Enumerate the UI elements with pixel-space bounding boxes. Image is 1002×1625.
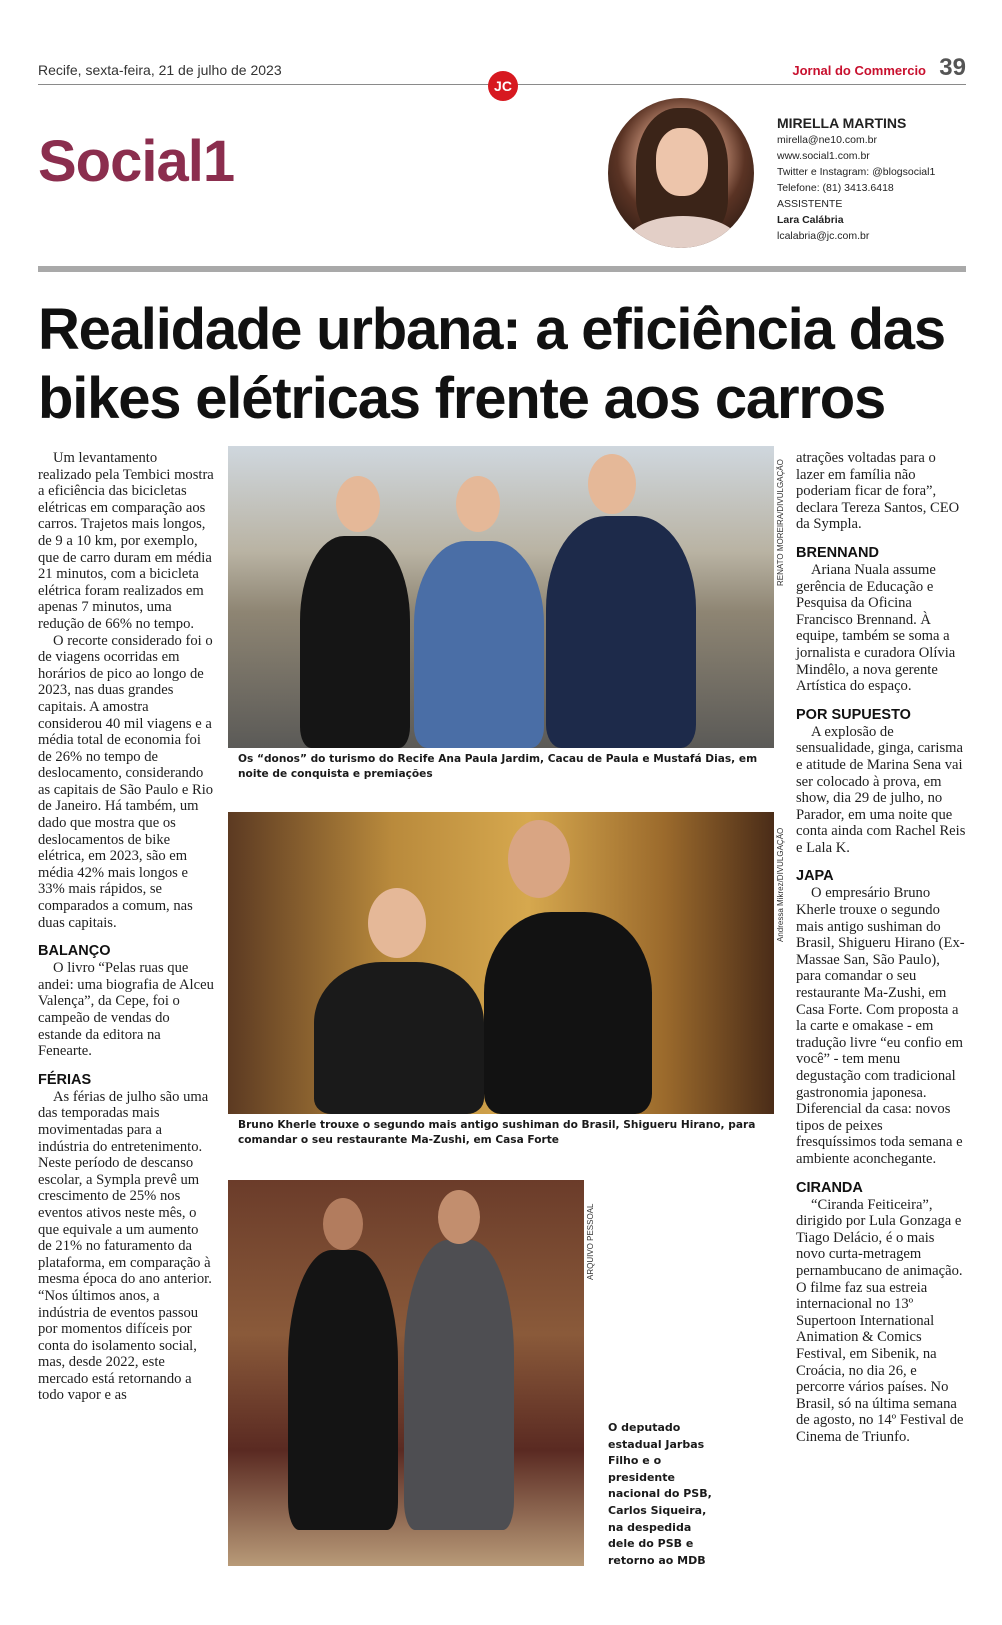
assistant-label: ASSISTENTE: [777, 198, 843, 210]
photo-credit: RENATO MOREIRA/DIVULGAÇÃO: [776, 459, 785, 586]
assistant-name: Lara Calábria: [777, 214, 844, 226]
left-column: [38, 450, 214, 1404]
columnist-phone: Telefone: (81) 3413.6418: [777, 182, 894, 194]
dateline: Recife, sexta-feira, 21 de julho de 2023: [38, 62, 282, 78]
note-text-ciranda: “Ciranda Feiticeira”, dirigido por Lula Gonzaga e Tiago Delácio, é o mais novo curta-metragem pernambucano de animação. O filme faz sua estreia internacional no 13º Supertoon International Animation & Comics Festival, em Sibenik, na Croácia, no dia 26, e percorre vários países. No Brasil, só na última semana de agosto, no 14º Festival de Cinema de Triunfo.: [796, 1196, 964, 1445]
masthead: Jornal do Commercio: [792, 63, 926, 78]
photo-politicians: [228, 1180, 584, 1566]
section-divider: [38, 266, 966, 272]
page-number: 39: [939, 54, 966, 81]
columnist-name: MIRELLA MARTINS: [777, 115, 907, 131]
note-title-ferias: FÉRIAS: [38, 1071, 92, 1088]
note-text-japa: O empresário Bruno Kherle trouxe o segundo mais antigo sushiman do Brasil, Shigueru Hirano (Ex-Massae San, São Paulo), para comandar o seu restaurante Ma-Zushi, em Casa Forte. Com proposta a la carte e omakase - em tradução livre “eu confio em você” - tem menu degustação com tradicional gastronomia japonesa. Diferencial da casa: novos tipos de peixes fresquíssimos toda semana e ambiente aconchegante.: [796, 885, 965, 1167]
article-paragraph: Um levantamento realizado pela Tembici mostra a eficiência das bicicletas elétricas em comparação aos carros. Trajetos mais longos, de 9 a 10 km, por exemplo, que de carro duram em média 21 minutos, com a bicicleta elétrica foram realizados em apenas 7 minutos, uma redução de 66% no tempo.: [38, 450, 214, 632]
note-text-balanco: O livro “Pelas ruas que andei: uma biografia de Alceu Valença”, da Cepe, foi o campeão de vendas do estande da editora na Fenearte.: [38, 960, 214, 1060]
photo-caption: Os “donos” do turismo do Recife Ana Paula Jardim, Cacau de Paula e Mustafá Dias, em noite de conquista e premiações: [238, 753, 758, 780]
section-title: Social1: [38, 129, 235, 194]
columnist-email: mirella@ne10.com.br: [777, 134, 877, 146]
columnist-site: www.social1.com.br: [777, 150, 870, 162]
note-text-supuesto: A explosão de sensualidade, ginga, carisma e atitude de Marina Sena vai ser colocado à prova, em show, dia 29 de julho, no Parador, em uma noite que conta ainda com Rachel Reis e Lala K.: [796, 723, 966, 856]
photo-sushiman: [228, 812, 774, 1114]
photo-caption: O deputado estadual Jarbas Filho e o presidente nacional do PSB, Carlos Siqueira, na despedida dele do PSB e retorno ao MDB: [608, 1421, 712, 1567]
photo-credit: Andressa Mikrez/DIVULGAÇÃO: [776, 827, 785, 942]
right-column: [796, 450, 966, 1445]
note-title-brennand: BRENNAND: [796, 544, 879, 561]
photo-caption: Bruno Kherle trouxe o segundo mais antigo sushiman do Brasil, Shigueru Hirano, para comandar o seu restaurante Ma-Zushi, em Casa Forte: [238, 1119, 756, 1146]
note-title-balanco: BALANÇO: [38, 943, 111, 960]
photo-tourism-group: [228, 446, 774, 748]
headline: Realidade urbana: a eficiência das bikes elétricas frente aos carros: [38, 297, 945, 431]
note-title-japa: JAPA: [796, 868, 834, 885]
note-text-brennand: Ariana Nuala assume gerência de Educação e Pesquisa da Oficina Francisco Brennand. À equipe, também se soma a jornalista e curadora Olívia Mindêlo, a nova gerente Artística do espaço.: [796, 561, 956, 695]
columnist-portrait: [608, 98, 754, 248]
jc-logo-icon: JC: [488, 71, 518, 101]
article-paragraph: atrações voltadas para o lazer em família não poderiam ficar de fora”, declara Tereza Santos, CEO da Sympla.: [796, 450, 960, 533]
assistant-email: lcalabria@jc.com.br: [777, 230, 870, 242]
note-title-ciranda: CIRANDA: [796, 1179, 863, 1196]
note-title-supuesto: POR SUPUESTO: [796, 706, 911, 723]
photo-credit: ARQUIVO PESSOAL: [586, 1203, 595, 1280]
columnist-social: Twitter e Instagram: @blogsocial1: [777, 166, 936, 178]
columnist-contact: [777, 114, 935, 244]
article-paragraph: O recorte considerado foi o de viagens ocorridas em horários de pico ao longo de 2023, nas duas grandes capitais. A amostra considerou 40 mil viagens e a média total de economia foi de 26% no tempo de deslocamento, considerando as capitais de São Paulo e Rio de Janeiro. Há também, um dado que mostra que os deslocamentos de bike elétrica, em 2023, são em média 42% mais longos e 33% mais rápidos, se comparados a comum, nas duas capitais.: [38, 632, 214, 931]
note-text-ferias: As férias de julho são uma das temporadas mais movimentadas para a indústria do entretenimento. Neste período de descanso escolar, a Sympla prevê um crescimento de 25% nos eventos ativos neste mês, o que equivale a um aumento de 21% no faturamento da plataforma, em comparação à mesma época do ano anterior. “Nos últimos anos, a indústria de eventos passou por momentos difíceis por conta do isolamento social, mas, desde 2022, este mercado está retornando a todo vapor e as: [38, 1088, 212, 1404]
